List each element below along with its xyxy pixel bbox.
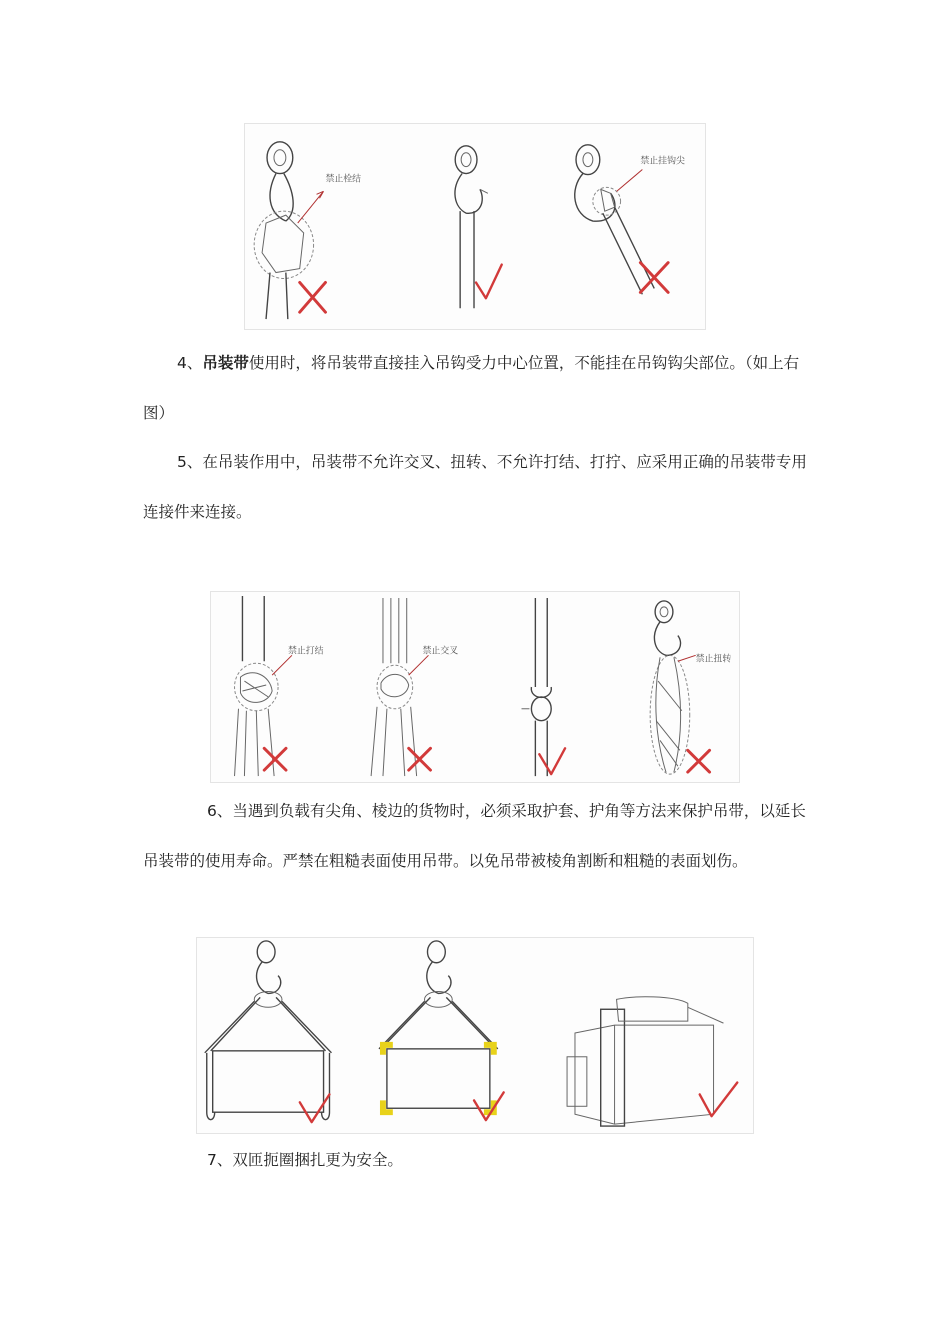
figure-hook-attachment-drawing: [245, 124, 705, 329]
cross-mark: [409, 748, 431, 770]
check-mark: [300, 1094, 330, 1122]
para4-prefix: 4、: [177, 354, 203, 372]
label-no-crossing: 禁止交叉: [422, 646, 459, 657]
cross-mark: [688, 750, 710, 772]
label-no-knot: 禁止栓结: [325, 174, 362, 185]
sling-shackle-correct-illustration: [522, 598, 566, 776]
check-mark: [476, 265, 502, 299]
hook-correct-illustration: [455, 146, 502, 308]
corner-protector: [383, 1045, 393, 1055]
figure-sling-prohibitions-drawing: [211, 592, 739, 782]
cross-mark: [264, 748, 286, 770]
check-mark: [474, 1092, 504, 1120]
label-no-hook-tip: 禁止挂钩尖: [640, 156, 685, 167]
paragraph-5: 5、在吊装作用中，吊装带不允许交叉、扭转、不允许打结、打拧、应采用正确的吊装带专用连接件来连接。: [143, 453, 807, 521]
check-mark: [539, 748, 565, 774]
para4-text: 使用时，将吊装带直接挂入吊钩受力中心位置，不能挂在吊钩钩尖部位。（如上右图）: [143, 354, 800, 422]
label-no-knot-tying: 禁止打结: [287, 646, 324, 657]
para4-bold-term: 吊装带: [202, 354, 249, 372]
hook-knotted-illustration: [254, 142, 325, 319]
figure-load-protection-drawing: [197, 938, 753, 1133]
paragraph-7: 7、双匝扼圈捆扎更为安全。: [207, 1151, 403, 1169]
check-mark: [700, 1083, 738, 1117]
sling-twisted-illustration: [650, 601, 709, 774]
figure-sling-prohibitions: [210, 591, 740, 783]
sling-crossed-illustration: [371, 598, 430, 776]
paragraph-6: 6、当遇到负载有尖角、棱边的货物时，必须采取护套、护角等方法来保护吊带，以延长吊装带的使用寿命。严禁在粗糙表面使用吊带。以免吊带被棱角割断和粗糙的表面划伤。: [143, 802, 806, 870]
load-unprotected-illustration: [205, 941, 332, 1122]
figure-hook-attachment: [244, 123, 706, 330]
cross-mark: [300, 282, 326, 312]
load-corner-protected-illustration: [379, 941, 504, 1120]
paragraph-4: [143, 338, 808, 438]
hook-tip-illustration: [575, 145, 668, 295]
label-no-twist: 禁止扭转: [695, 654, 732, 665]
figure-load-protection: [196, 937, 754, 1134]
load-wrapped-box-illustration: [567, 997, 737, 1126]
sling-knot-illustration: [235, 596, 292, 776]
corner-protector: [383, 1100, 393, 1112]
corner-protector: [484, 1045, 494, 1055]
